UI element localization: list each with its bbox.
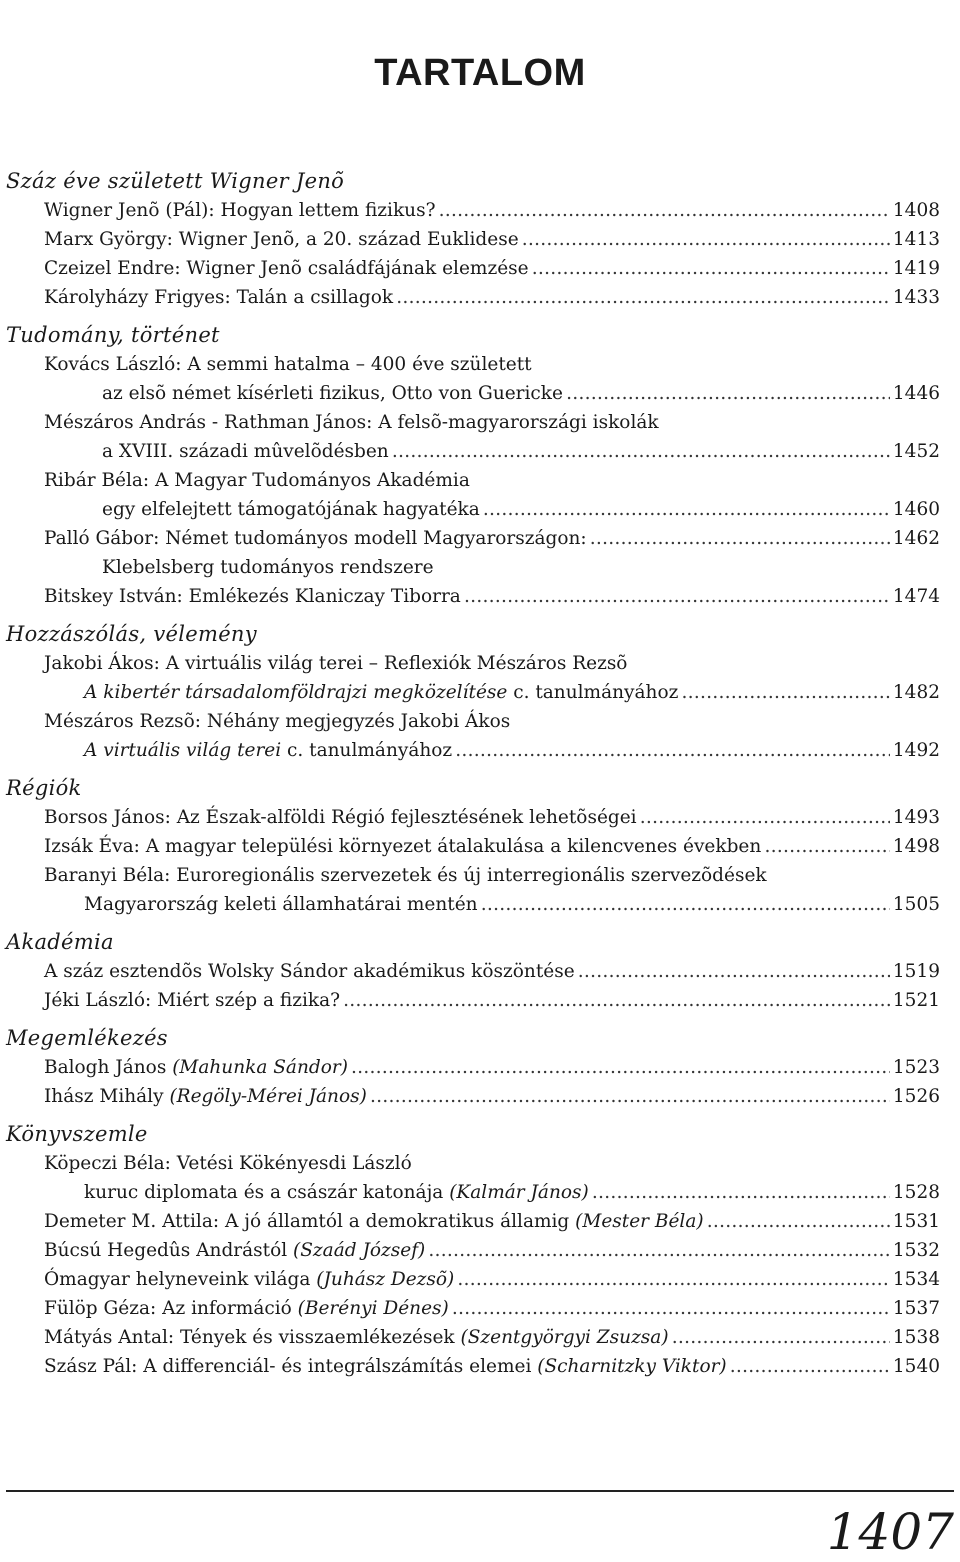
toc-entry-line [0, 408, 960, 437]
entry-page-number: 1528 [892, 1182, 940, 1203]
toc-entry-line [0, 466, 960, 495]
toc-entry-line [0, 254, 960, 283]
toc-entry-line [0, 1178, 960, 1207]
entry-title: Balogh János (Mahunka Sándor) [44, 1057, 348, 1078]
entry-title: egy elfelejtett támogatójának hagyatéka [102, 499, 480, 520]
entry-title: Czeizel Endre: Wigner Jenõ családfájának elemzése [44, 258, 529, 279]
toc-entry-line [0, 803, 960, 832]
section-heading: Régiók [6, 776, 82, 800]
entry-title: Marx György: Wigner Jenõ, a 20. század Euklidese [44, 229, 519, 250]
toc-entry-line [0, 553, 960, 582]
entry-title: az elsõ német kísérleti fizikus, Otto von Guericke [102, 383, 563, 404]
toc-entry-line [0, 1053, 960, 1082]
dot-leader [566, 379, 890, 408]
dot-leader [592, 1178, 890, 1207]
toc-entry-line [0, 524, 960, 553]
toc-entry-line [0, 832, 960, 861]
toc-entry-line [0, 1207, 960, 1236]
entry-title: a XVIII. századi mûvelõdésben [102, 441, 389, 462]
toc-entry-line [0, 736, 960, 765]
toc-entry-line [0, 1149, 960, 1178]
toc-entry-line [0, 1323, 960, 1352]
entry-title: Károlyházy Frigyes: Talán a csillagok [44, 287, 394, 308]
dot-leader [343, 986, 890, 1015]
toc-entry-line [0, 283, 960, 312]
page-title: TARTALOM [374, 52, 586, 94]
entry-page-number: 1521 [892, 990, 940, 1011]
dot-leader [578, 957, 890, 986]
dot-leader [522, 225, 890, 254]
entry-page-number: 1413 [892, 229, 940, 250]
toc-entry-line [0, 957, 960, 986]
dot-leader [681, 678, 890, 707]
entry-title: kuruc diplomata és a császár katonája (Kalmár János) [84, 1182, 589, 1203]
toc-entry-line [0, 707, 960, 736]
footer-divider [6, 1490, 954, 1492]
dot-leader [457, 1265, 890, 1294]
entry-title: Bitskey István: Emlékezés Klaniczay Tiborra [44, 586, 461, 607]
entry-page-number: 1540 [892, 1356, 940, 1377]
page-number: 1407 [826, 1503, 954, 1561]
dot-leader [428, 1236, 890, 1265]
entry-page-number: 1460 [892, 499, 940, 520]
dot-leader [370, 1082, 890, 1111]
entry-page-number: 1498 [892, 836, 940, 857]
entry-title: Magyarország keleti államhatárai mentén [84, 894, 478, 915]
toc-entry-line [0, 1352, 960, 1381]
section-heading: Könyvszemle [6, 1122, 148, 1146]
entry-title: Wigner Jenõ (Pál): Hogyan lettem fizikus? [44, 200, 436, 221]
entry-page-number: 1462 [892, 528, 940, 549]
entry-title: Köpeczi Béla: Vetési Kökényesdi László [44, 1153, 412, 1174]
entry-title: Fülöp Géza: Az információ (Berényi Dénes) [44, 1298, 449, 1319]
entry-page-number: 1537 [892, 1298, 940, 1319]
entry-title: Palló Gábor: Német tudományos modell Magyarországon: [44, 528, 587, 549]
entry-title: Jéki László: Miért szép a fizika? [44, 990, 341, 1011]
toc-entry-line [0, 582, 960, 611]
entry-title: A virtuális világ terei c. tanulmányához [84, 740, 453, 761]
entry-page-number: 1534 [892, 1269, 940, 1290]
section-heading: Akadémia [6, 930, 114, 954]
toc-entry-line [0, 861, 960, 890]
entry-title: A kibertér társadalomföldrajzi megközelítése c. tanulmányához [84, 682, 679, 703]
dot-leader [590, 524, 890, 553]
section-heading: Száz éve született Wigner Jenõ [6, 169, 345, 193]
entry-title: Ómagyar helyneveink világa (Juhász Dezsõ) [44, 1269, 455, 1290]
dot-leader [640, 803, 890, 832]
dot-leader [481, 890, 890, 919]
toc-entry-line [0, 678, 960, 707]
entry-page-number: 1493 [892, 807, 940, 828]
dot-leader [351, 1053, 890, 1082]
section-heading: Megemlékezés [6, 1026, 168, 1050]
dot-leader [483, 495, 890, 524]
entry-page-number: 1419 [892, 258, 940, 279]
entry-title: Szász Pál: A differenciál- és integrálszámítás elemei (Scharnitzky Viktor) [44, 1356, 727, 1377]
dot-leader [396, 283, 890, 312]
entry-page-number: 1482 [892, 682, 940, 703]
entry-page-number: 1408 [892, 200, 940, 221]
dot-leader [672, 1323, 890, 1352]
entry-page-number: 1526 [892, 1086, 940, 1107]
entry-title: A száz esztendõs Wolsky Sándor akadémikus köszöntése [44, 961, 575, 982]
toc-entry-line [0, 196, 960, 225]
toc-entry-line [0, 1236, 960, 1265]
dot-leader [452, 1294, 890, 1323]
entry-title: Kovács László: A semmi hatalma – 400 éve született [44, 354, 532, 375]
dot-leader [707, 1207, 890, 1236]
section-heading: Hozzászólás, vélemény [6, 622, 257, 646]
dot-leader [392, 437, 890, 466]
entry-page-number: 1531 [892, 1211, 940, 1232]
dot-leader [455, 736, 890, 765]
table-of-contents [0, 166, 960, 1381]
entry-page-number: 1519 [892, 961, 940, 982]
toc-entry-line [0, 890, 960, 919]
entry-title: Izsák Éva: A magyar települési környezet átalakulása a kilencvenes években [44, 836, 762, 857]
entry-page-number: 1538 [892, 1327, 940, 1348]
entry-title: Mátyás Antal: Tények és visszaemlékezések (Szentgyörgyi Zsuzsa) [44, 1327, 669, 1348]
entry-page-number: 1505 [892, 894, 940, 915]
dot-leader [764, 832, 890, 861]
entry-page-number: 1452 [892, 441, 940, 462]
entry-title: Ribár Béla: A Magyar Tudományos Akadémia [44, 470, 470, 491]
toc-entry-line [0, 1082, 960, 1111]
dot-leader [532, 254, 890, 283]
dot-leader [438, 196, 889, 225]
entry-title: Demeter M. Attila: A jó államtól a demokratikus államig (Mester Béla) [44, 1211, 704, 1232]
entry-title: Baranyi Béla: Euroregionális szervezetek és új interregionális szervezõdések [44, 865, 767, 886]
toc-entry-line [0, 225, 960, 254]
entry-title: Jakobi Ákos: A virtuális világ terei – Reflexiók Mészáros Rezsõ [44, 653, 628, 674]
toc-entry-line [0, 437, 960, 466]
entry-title: Mészáros Rezsõ: Néhány megjegyzés Jakobi Ákos [44, 711, 511, 732]
entry-title: Mészáros András - Rathman János: A felsõ-magyarországi iskolák [44, 412, 659, 433]
toc-entry-line [0, 379, 960, 408]
toc-entry-line [0, 495, 960, 524]
entry-title: Klebelsberg tudományos rendszere [102, 557, 434, 578]
entry-page-number: 1492 [892, 740, 940, 761]
entry-title: Borsos János: Az Észak-alföldi Régió fejlesztésének lehetõségei [44, 807, 637, 828]
entry-page-number: 1474 [892, 586, 940, 607]
entry-page-number: 1433 [892, 287, 940, 308]
toc-entry-line [0, 1265, 960, 1294]
toc-entry-line [0, 986, 960, 1015]
entry-title: Búcsú Hegedûs Andrástól (Szaád József) [44, 1240, 426, 1261]
section-heading: Tudomány, történet [6, 323, 220, 347]
entry-page-number: 1532 [892, 1240, 940, 1261]
dot-leader [464, 582, 890, 611]
entry-page-number: 1446 [892, 383, 940, 404]
dot-leader [730, 1352, 890, 1381]
toc-entry-line [0, 350, 960, 379]
entry-page-number: 1523 [892, 1057, 940, 1078]
toc-entry-line [0, 1294, 960, 1323]
toc-entry-line [0, 649, 960, 678]
entry-title: Ihász Mihály (Regöly-Mérei János) [44, 1086, 367, 1107]
